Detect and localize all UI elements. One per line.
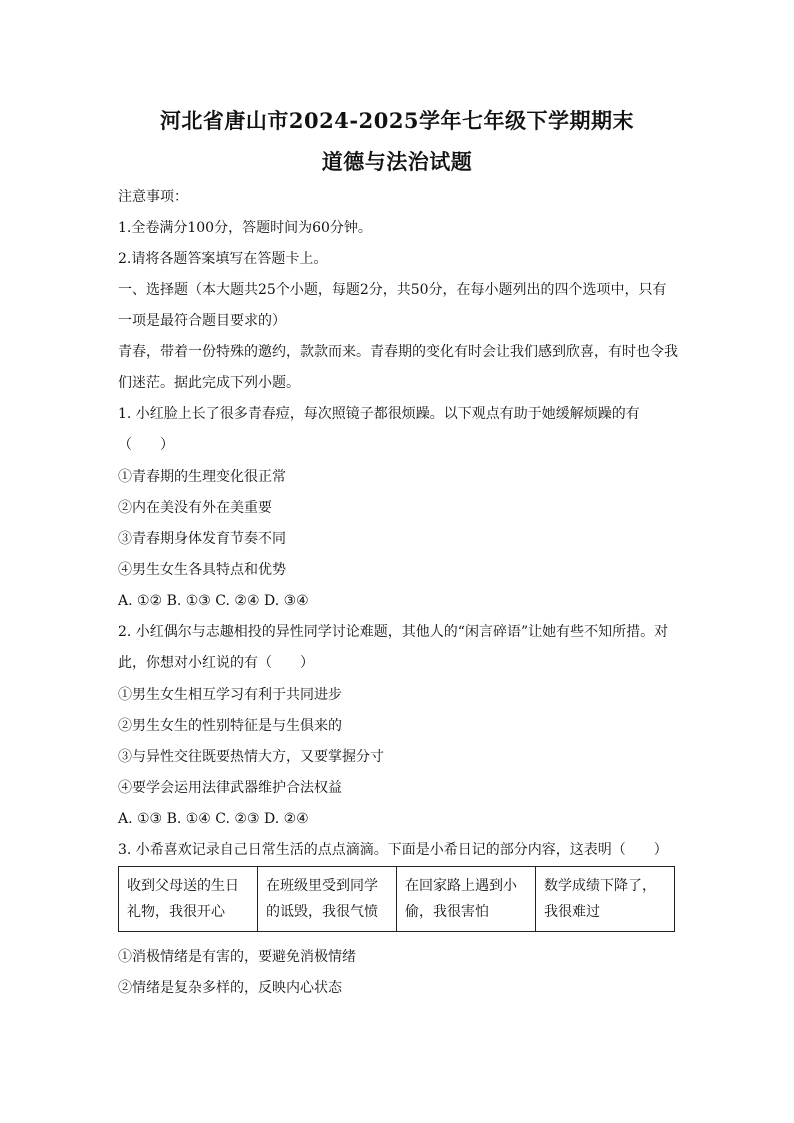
q1-stem-line-2: （ ）	[118, 437, 174, 453]
diary-cell-1: 收到父母送的生日礼物，我很开心	[119, 867, 258, 932]
q2-stem-line-2: 此，你想对小红说的有（ ）	[118, 655, 314, 671]
passage-line-2: 们迷茫。据此完成下列小题。	[118, 375, 300, 391]
q1-item-2: ②内在美没有外在美重要	[118, 500, 272, 516]
diary-table	[118, 866, 675, 932]
q1-item-4: ④男生女生各具特点和优势	[118, 562, 286, 578]
q3-stem: 3. 小希喜欢记录自己日常生活的点点滴滴。下面是小希日记的部分内容，这表明（ ）	[118, 842, 668, 858]
table-row	[119, 867, 675, 932]
q1-stem-line-1: 1. 小红脸上长了很多青春痘，每次照镜子都很烦躁。以下观点有助于她缓解烦躁的有	[118, 406, 640, 422]
q2-item-4: ④要学会运用法律武器维护合法权益	[118, 780, 342, 796]
q2-options: A. ①③ B. ①④ C. ②③ D. ②④	[118, 811, 309, 827]
q2-item-2: ②男生女生的性别特征是与生俱来的	[118, 718, 342, 734]
exam-subject: 道德与法治试题	[321, 149, 473, 174]
q2-item-3: ③与异性交往既要热情大方，又要掌握分寸	[118, 749, 384, 765]
q1-options: A. ①② B. ①③ C. ②④ D. ③④	[118, 593, 309, 609]
q2-stem-line-1: 2. 小红偶尔与志趣相投的异性同学讨论难题，其他人的“闲言碎语”让她有些不知所措。对	[118, 624, 669, 640]
q3-item-1: ①消极情绪是有害的，要避免消极情绪	[118, 949, 356, 965]
q2-item-1: ①男生女生相互学习有利于共同进步	[118, 687, 342, 703]
q1-item-1: ①青春期的生理变化很正常	[118, 469, 286, 485]
notice-item-1: 1.全卷满分100分，答题时间为60分钟。	[118, 220, 372, 236]
diary-cell-2: 在班级里受到同学的诋毁，我很气愤	[258, 867, 397, 932]
passage-line-1: 青春，带着一份特殊的邀约，款款而来。青春期的变化有时会让我们感到欣喜，有时也令我	[118, 344, 678, 360]
exam-title: 河北省唐山市2024-2025学年七年级下学期期末	[159, 108, 635, 133]
diary-cell-4: 数学成绩下降了，我很难过	[536, 867, 675, 932]
notice-item-2: 2.请将各题答案填写在答题卡上。	[118, 251, 328, 267]
diary-cell-3: 在回家路上遇到小偷，我很害怕	[397, 867, 536, 932]
q1-item-3: ③青春期身体发育节奏不同	[118, 531, 286, 547]
q3-item-2: ②情绪是复杂多样的，反映内心状态	[118, 980, 342, 996]
section-intro-line-2: 一项是最符合题目要求的）	[118, 313, 286, 329]
notice-heading: 注意事项：	[118, 189, 188, 205]
section-intro-line-1: 一、选择题（本大题共25个小题，每题2分，共50分，在每小题列出的四个选项中，只有	[118, 282, 667, 298]
